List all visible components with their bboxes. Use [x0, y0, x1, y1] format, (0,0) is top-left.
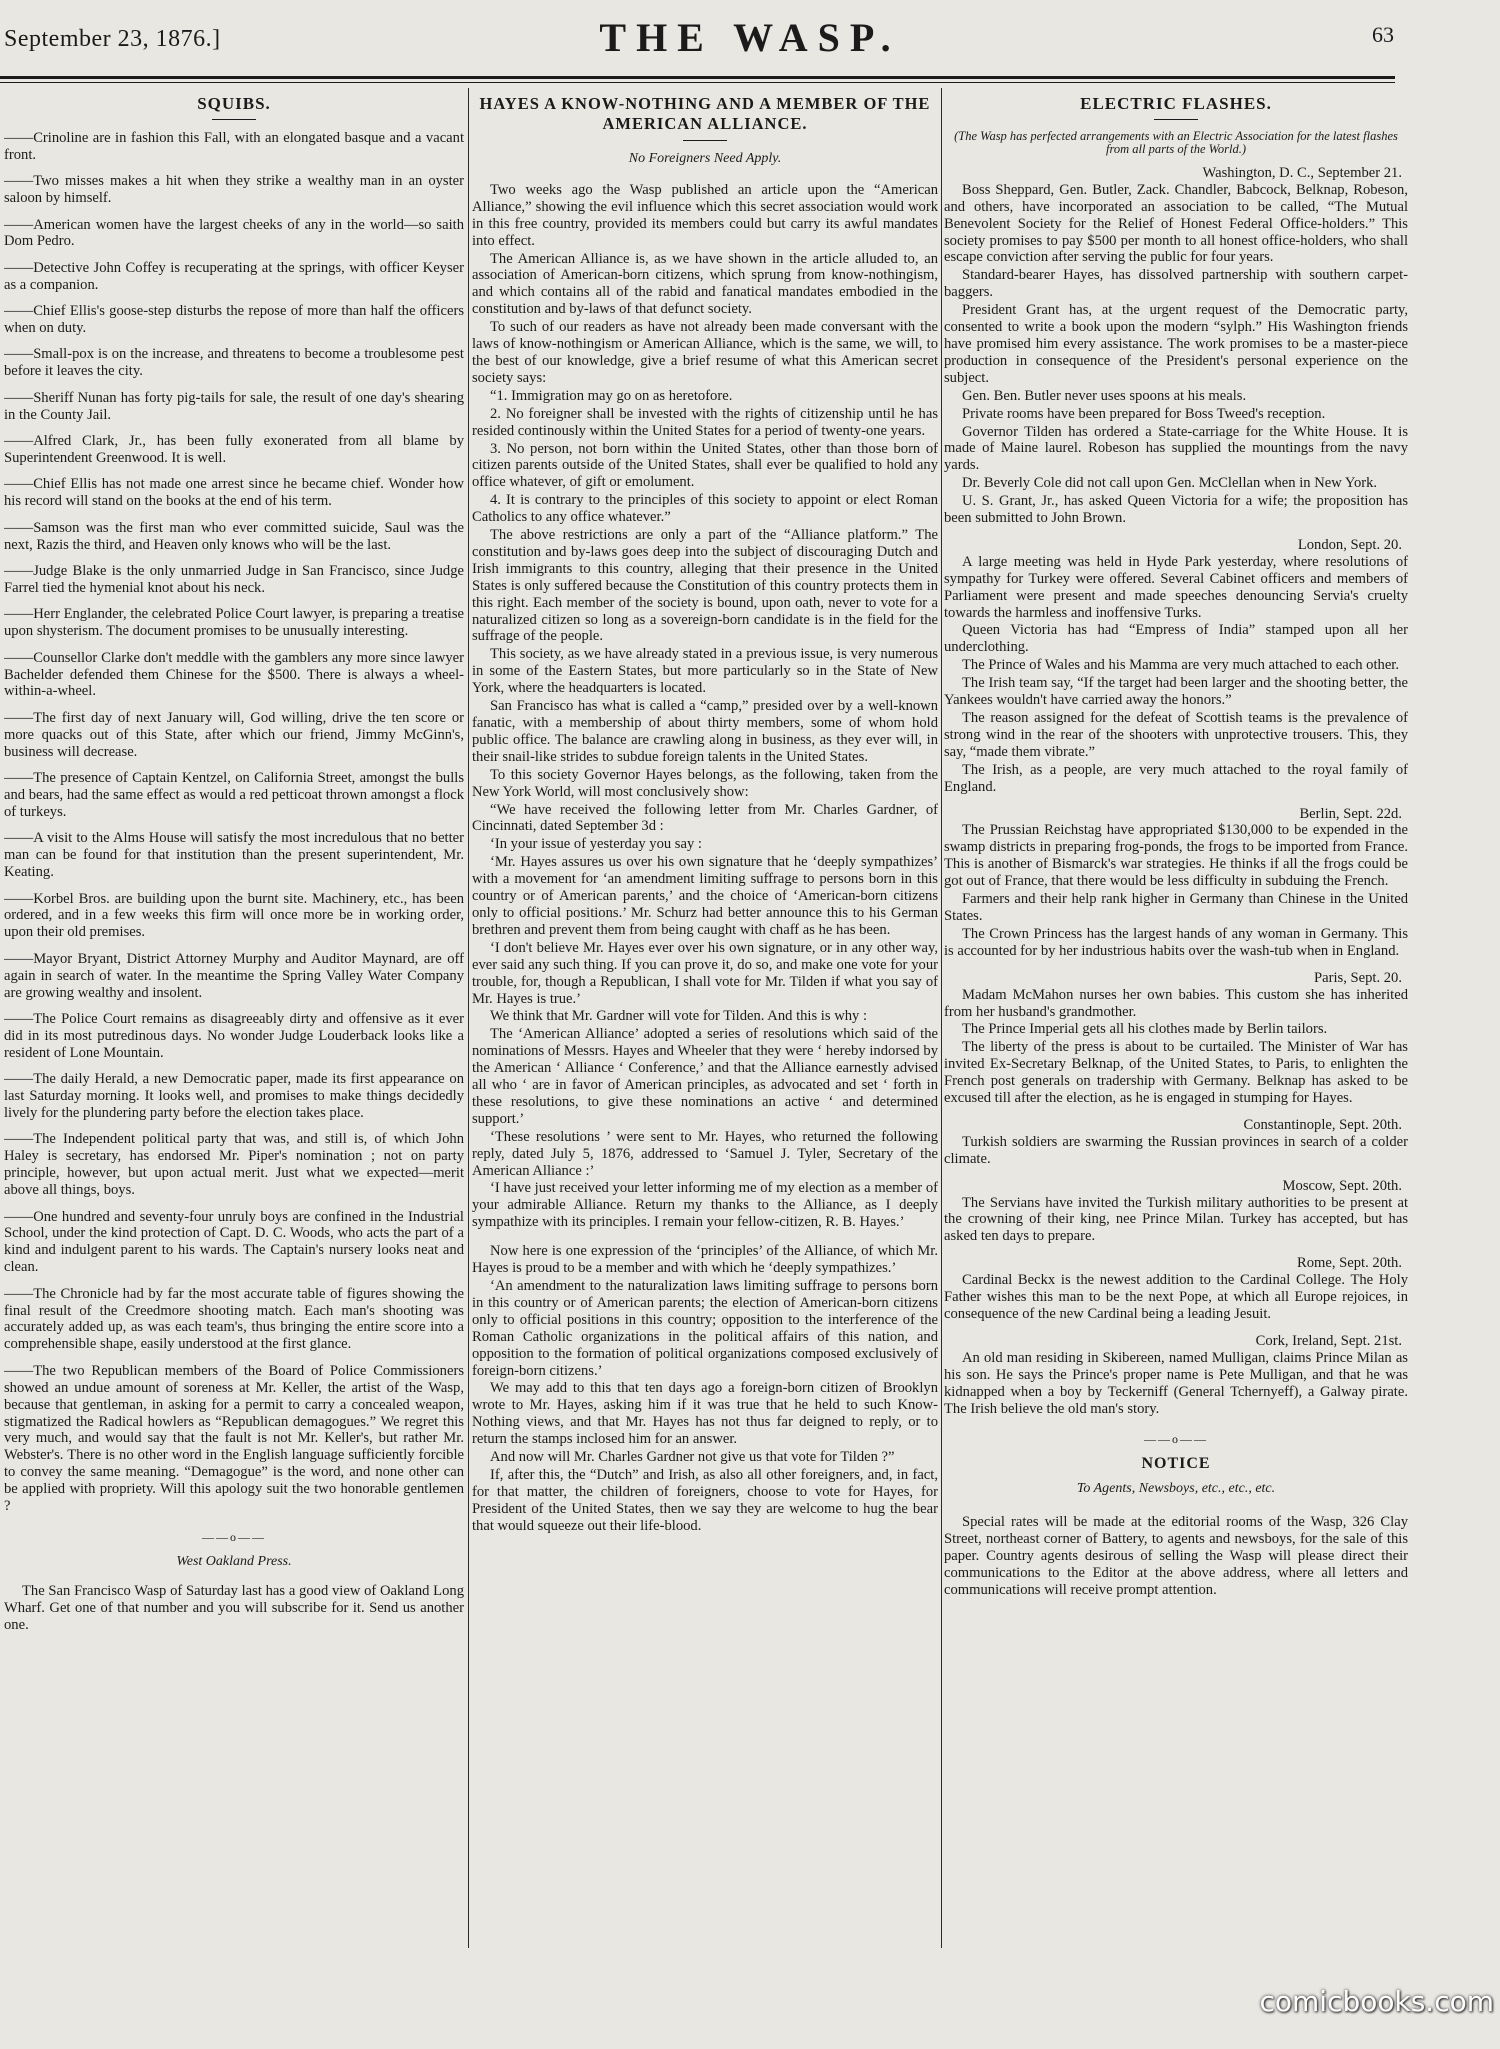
squib-item: ——Chief Ellis's goose-step disturbs the repose of more than half the officers when on duty. — [4, 303, 464, 337]
article-paragraph: San Francisco has what is called a “camp,” presided over by a well-known fanatic, with a membership of about thirty members, some of whom hold public office. The balance are crawling along in business, as they ever will, in their snail-like strides to subdue foreign talents in the United States. — [472, 698, 938, 765]
dispatch-paragraph: Farmers and their help rank higher in Germany than Chinese in the United States. — [944, 891, 1408, 924]
dispatch-paragraph: The Prussian Reichstag have appropriated $130,000 to be expended in the swamp districts in preparing frog-ponds, the frogs to be imported from France. This is another of Bismarck's war strategies. He thinks if all the frogs could be got out of France, that there would be less difficulty in subduing the French. — [944, 822, 1408, 890]
dispatch-paragraph: The Prince Imperial gets all his clothes made by Berlin tailors. — [962, 1021, 1328, 1038]
squib-item: ——Small-pox is on the increase, and threatens to become a troublesome pest before it leaves the city. — [4, 346, 464, 380]
dispatch-paragraph: The Irish team say, “If the target had been larger and the shooting better, the Yankees wouldn't have carried away the honors.” — [944, 675, 1408, 709]
dispatch-paragraph: Governor Tilden has ordered a State-carriage for the White House. It is made of Maine laurel. Robeson has supplied the mountings from the navy yards. — [944, 423, 1408, 474]
hayes-subheading: No Foreigners Need Apply. — [628, 151, 782, 166]
newspaper-title: THE WASP. — [599, 15, 901, 60]
dispatch-dateline: Paris, Sept. 20. — [1314, 969, 1402, 986]
ornament-divider: ——o—— — [1144, 1432, 1208, 1447]
hayes-heading: HAYES A KNOW-NOTHING AND A MEMBER OF THE AMERICAN ALLIANCE. — [479, 94, 931, 133]
squib-item: ——A visit to the Alms House will satisfy the most incredulous that no better man can be found for that institution than the present superintendent, Mr. Keating. — [4, 830, 464, 881]
article-paragraph: ‘Mr. Hayes assures us over his own signature that he ‘deeply sympathizes’ with a movement for ‘an amendment limiting suffrage to persons born in this country or of American parents,’ and the choice of ‘American-born citizens only to official positions.’ Mr. Schurz had better announce this to his German brethren and prevent them from being caught with chaff as he has been. — [472, 854, 938, 938]
squib-item: ——Two misses makes a hit when they strike a wealthy man in an oyster saloon by himself. — [4, 173, 464, 207]
column-squibs — [4, 88, 464, 1958]
dispatch-paragraph: A large meeting was held in Hyde Park yesterday, where resolutions of sympathy for Turkey were offered. Several Cabinet officers and members of Parliament were present and made speeches denouncing Servia's cruelty towards the harmless and inoffensive Turks. — [944, 553, 1408, 621]
dispatch-paragraph: Cardinal Beckx is the newest addition to the Cardinal College. The Holy Father wishes this man to be the next Pope, at which all Europe rejoices, in consequence of the new Cardinal being a leading Jesuit. — [944, 1272, 1408, 1322]
article-paragraph: “We have received the following letter from Mr. Charles Gardner, of Cincinnati, dated September 3d : — [472, 801, 938, 835]
issue-date: September 23, 1876.] — [4, 26, 221, 52]
squib-item: ——The Chronicle had by far the most accurate table of figures showing the final result of the Creedmore shooting match. Each man's shooting was accurately added up, as was each team's, thus bringing the entire score into a comprehensible shape, easily understood at the first glance. — [4, 1285, 464, 1353]
dispatch-dateline: Moscow, Sept. 20th. — [1282, 1177, 1402, 1194]
dispatch-paragraph: The Prince of Wales and his Mamma are very much attached to each other. — [962, 657, 1400, 674]
article-paragraph: 3. No person, not born within the United States, other than those born of citizen parents outside of the United States, shall ever be qualified to hold any office whatever, of gift or emolument. — [472, 440, 938, 491]
notice-subheading: To Agents, Newsboys, etc., etc., etc. — [1076, 1481, 1276, 1497]
dispatch-paragraph: Madam McMahon nurses her own babies. This custom she has inherited from her husband's grandmother. — [944, 986, 1408, 1020]
hayes-body-continued — [472, 1243, 938, 1534]
column-divider — [941, 88, 942, 1948]
article-paragraph: And now will Mr. Charles Gardner not give us that vote for Tilden ?” — [490, 1449, 895, 1466]
ornament-divider: ——o—— — [202, 1529, 266, 1544]
article-paragraph: 2. No foreigner shall be invested with the rights of citizenship until he has resided continously within the United States for a period of twenty-one years. — [472, 405, 938, 439]
dispatch-paragraph: Boss Sheppard, Gen. Butler, Zack. Chandler, Babcock, Belknap, Robeson, and others, have incorporated an association to be called, “The Mutual Benevolent Society for the Relief of Honest Federal Office-holders.” This society promises to pay $500 per month to all honest office-holders, who shall escape conviction after serving the public for four years. — [944, 181, 1408, 266]
page-number: 63 — [1372, 22, 1394, 47]
column-hayes — [472, 88, 938, 1958]
squib-item: ——Sheriff Nunan has forty pig-tails for sale, the result of one day's shearing in the County Jail. — [4, 389, 464, 423]
dispatch-dateline: Washington, D. C., September 21. — [1202, 164, 1402, 181]
article-paragraph: ‘I don't believe Mr. Hayes ever over his own signature, or in any other way, ever said any such thing. If you can prove it, do so, and make one vote for your trouble, for, though a Republican, I shall vote for Mr. Tilden if what you say of Mr. Hayes is true.’ — [472, 939, 938, 1007]
masthead-rule-thick — [0, 76, 1395, 79]
squib-item: ——The presence of Captain Kentzel, on California Street, amongst the bulls and bears, had the same effect as would a red petticoat thrown amongst a flock of turkeys. — [4, 770, 464, 820]
article-paragraph: The American Alliance is, as we have shown in the article alluded to, an association of American-born citizens, which sprung from know-nothingism, and which contains all of the rabid and fanatical mandates embodied in the constitution and by-laws of that defunct society. — [472, 250, 938, 318]
squib-item: ——The Independent political party that was, and still is, of which John Haley is secretary, has endorsed Mr. Piper's nomination ; not on party principle, however, but upon actual merit. Just what we expected—merit above all things, boys. — [4, 1131, 464, 1199]
article-paragraph: To such of our readers as have not already been made conversant with the laws of know-nothingism or American Alliance, which is the same, we will, to the best of our knowledge, give a brief resume of what this American secret society says: — [472, 319, 938, 386]
dispatch-paragraph: Turkish soldiers are swarming the Russian provinces in search of a colder climate. — [944, 1133, 1408, 1167]
column-electric — [944, 88, 1408, 1958]
article-paragraph: ‘An amendment to the naturalization laws limiting suffrage to persons born in this country or of American parents; the election of American-born citizens only to official positions in this country; opposition to the interference of the Roman Catholic organizations in the political affairs of this nation, and opposition to the formation of political organizations composed exclusively of foreign-born citizens.’ — [472, 1278, 938, 1379]
electric-heading: ELECTRIC FLASHES. — [1080, 94, 1272, 113]
dispatch-dateline: Berlin, Sept. 22d. — [1299, 805, 1402, 822]
dispatch-paragraph: Private rooms have been prepared for Boss Tweed's reception. — [962, 405, 1326, 422]
article-paragraph: ‘These resolutions ’ were sent to Mr. Hayes, who returned the following reply, dated July 5, 1876, addressed to ‘Samuel J. Tyler, Secretary of the American Alliance :’ — [472, 1128, 938, 1179]
heading-rule — [212, 119, 256, 120]
dispatch-paragraph: The reason assigned for the defeat of Scottish teams is the prevalence of strong wind in the rear of the shooters with unprotective trousers. This, they say, “made them vibrate.” — [944, 710, 1408, 760]
article-paragraph: ‘In your issue of yesterday you say : — [490, 836, 702, 853]
squib-item: ——Mayor Bryant, District Attorney Murphy and Auditor Maynard, are off again in search of water. In the meantime the Spring Valley Water Company are growing wealthy and insolent. — [4, 950, 464, 1001]
article-paragraph: Two weeks ago the Wasp published an article upon the “American Alliance,” showing the evil influence which this secret association would work in this free country, provided its members could but carry its awful mandates into effect. — [472, 181, 938, 249]
dispatch-paragraph: Queen Victoria has had “Empress of India” stamped upon all her underclothing. — [944, 622, 1408, 656]
article-paragraph: We may add to this that ten days ago a foreign-born citizen of Brooklyn wrote to Mr. Hayes, asking him if it was true that he held to such Know-Nothing views, and that Mr. Hayes has not thus far deigned to reply, or to return the stamps inclosed him for an answer. — [472, 1380, 938, 1448]
dispatch-paragraph: President Grant has, at the urgent request of the Democratic party, consented to write a book upon the modern “sylph.” His Washington friends have promised him every assistance. The work promises to be a master-piece production in consequence of the President's personal experience on the subject. — [944, 302, 1408, 386]
dispatch-dateline: Cork, Ireland, Sept. 21st. — [1255, 1332, 1402, 1349]
article-paragraph: 4. It is contrary to the principles of this society to appoint or elect Roman Catholics to any office whatever.” — [472, 492, 938, 526]
dispatch-paragraph: U. S. Grant, Jr., has asked Queen Victoria for a wife; the proposition has been submitted to John Brown. — [944, 493, 1408, 527]
dispatch-paragraph: Standard-bearer Hayes, has dissolved partnership with southern carpet-baggers. — [944, 267, 1408, 301]
press-subheading: West Oakland Press. — [176, 1553, 292, 1569]
dispatch-paragraph: The Irish, as a people, are very much attached to the royal family of England. — [944, 761, 1408, 795]
dispatch-paragraph: The Servians have invited the Turkish military authorities to be present at the crowning of their king, nee Prince Milan. Turkey has accepted, but has asked ten days to prepare. — [944, 1194, 1408, 1245]
dispatch-paragraph: Gen. Ben. Butler never uses spoons at his meals. — [962, 387, 1247, 404]
dispatch-paragraph: Dr. Beverly Cole did not call upon Gen. McClellan when in New York. — [962, 475, 1378, 492]
dispatch-paragraph: An old man residing in Skibereen, named Mulligan, claims Prince Milan as his son. He says the Prince's proper name is Pete Mulligan, and that he was kidnapped when a boy by Teckerniff (General Tchernyeff), a Galway pirate. The Irish believe the old man's story. — [944, 1349, 1408, 1417]
article-paragraph: The ‘American Alliance’ adopted a series of resolutions which said of the nominations of Messrs. Hayes and Wheeler that they were ‘ hereby indorsed by the American ‘ Alliance ‘ Conference,’ and that the Alliance earnestly advised all who ‘ are in favor of American principles, as advocated and set ‘ forth in these resolutions, to give these nominations an active ‘ and determined support.’ — [472, 1026, 938, 1127]
dispatch-dateline: Rome, Sept. 20th. — [1297, 1255, 1402, 1272]
heading-rule — [1154, 119, 1198, 120]
column-divider — [468, 88, 469, 1948]
squib-item: ——The first day of next January will, God willing, drive the ten score or more quacks out of this State, after which our friend, Jimmy McGinn's, business will decrease. — [4, 709, 464, 760]
article-paragraph: “1. Immigration may go on as heretofore. — [490, 387, 733, 404]
squib-item: ——The daily Herald, a new Democratic paper, made its first appearance on last Saturday morning. It looks well, and promises to make things decidedly lively for the plundering party before the election takes place. — [4, 1071, 464, 1121]
dispatch-paragraph: The Crown Princess has the largest hands of any woman in Germany. This is accounted for by her industrious habits over the wash-tub when in England. — [944, 925, 1408, 959]
hayes-body — [472, 182, 938, 1231]
press-text: The San Francisco Wasp of Saturday last has a good view of Oakland Long Wharf. Get one of that number and you will subscribe for it. Send us another one. — [4, 1582, 464, 1633]
notice-text: Special rates will be made at the editorial rooms of the Wasp, 326 Clay Street, northeast corner of Battery, to agents and newsboys, for the sale of this paper. Country agents desirous of selling the Wasp will please direct their communications to the Editor at the above address, where all letters and communications will receive prompt attention. — [944, 1514, 1408, 1598]
dispatch-dateline: London, Sept. 20. — [1297, 536, 1402, 553]
squib-item: ——The two Republican members of the Board of Police Commissioners showed an undue amount of soreness at Mr. Keller, the artist of the Wasp, because that gentleman, in asking for a permit to carry a concealed weapon, stigmatized the Radical howlers as “Republican demagogues.” We regret this very much, and would say that the fault is not Mr. Keller's, but rather Mr. Webster's. There is no other word in the English language sufficiently forcible to convey the same meaning. “Demagogue” is the word, and none other can be applied with propriety. Will this apology suit the two honorable gentlemen ? — [4, 1362, 464, 1515]
squib-item: ——One hundred and seventy-four unruly boys are confined in the Industrial School, under the kind protection of Capt. D. C. Woods, who acts the part of a kind and indulgent parent to his wards. The Captain's nursery looks neat and clean. — [4, 1208, 464, 1276]
article-paragraph: Now here is one expression of the ‘principles’ of the Alliance, of which Mr. Hayes is proud to be a member and with which he ‘deeply sympathizes.’ — [472, 1243, 938, 1277]
squib-list — [4, 130, 464, 1515]
squib-item: ——Detective John Coffey is recuperating at the springs, with officer Keyser as a companion. — [4, 259, 464, 293]
article-paragraph: The above restrictions are only a part of the “Alliance platform.” The constitution and by-laws goes deep into the subject of discouraging Dutch and Irish immigrants to this country, alleging that their presence in the United States is only suffered because the Constitution of this country protects them in this right. Each member of the society is bound, upon oath, never to vote for a naturalized citizen so long as a sovereign-born candidate is in the field for the suffrage of the people. — [472, 527, 938, 645]
squib-item: ——Judge Blake is the only unmarried Judge in San Francisco, since Judge Farrel tied the hymenial knot about his neck. — [4, 563, 464, 596]
article-paragraph: This society, as we have already stated in a previous issue, is very numerous in some of the Eastern States, but more particularly so in the State of New York, where the headquarters is located. — [472, 646, 938, 697]
site-watermark: comicbooks.com — [1259, 1985, 1494, 2018]
masthead-rule-thin — [0, 82, 1395, 83]
article-paragraph: We think that Mr. Gardner will vote for Tilden. And this is why : — [490, 1008, 868, 1025]
squib-item: ——Samson was the first man who ever committed suicide, Saul was the next, Razis the third, and Heaven only knows who will be the last. — [4, 519, 464, 553]
squib-item: ——Counsellor Clarke don't meddle with the gamblers any more since lawyer Bachelder defended them Chinese for the $500. There is always a wheel-within-a-wheel. — [4, 649, 464, 700]
heading-rule — [683, 140, 727, 141]
electric-body — [944, 165, 1408, 1418]
squib-item: ——Alfred Clark, Jr., has been fully exonerated from all blame by Superintendent Greenwood. It is well. — [4, 433, 464, 466]
notice-heading: NOTICE — [1141, 1455, 1211, 1473]
squib-item: ——American women have the largest cheeks of any in the world—so saith Dom Pedro. — [4, 216, 464, 250]
article-paragraph: ‘I have just received your letter informing me of my election as a member of your admirable Alliance. Return my thanks to the Alliance, as I deeply sympathize with its principles. I remain your fellow-citizen, R. B. Hayes.’ — [472, 1180, 938, 1231]
squibs-heading: SQUIBS. — [197, 94, 271, 113]
squib-item: ——Korbel Bros. are building upon the burnt site. Machinery, etc., has been ordered, and in a few weeks this firm will once more be in working order, upon their old premises. — [4, 890, 464, 941]
dispatch-dateline: Constantinople, Sept. 20th. — [1243, 1116, 1402, 1133]
squib-item: ——The Police Court remains as disagreeably dirty and offensive as it ever did in its most putredinous days. No wonder Judge Louderback looks like a resident of Lone Mountain. — [4, 1010, 464, 1061]
article-paragraph: To this society Governor Hayes belongs, as the following, taken from the New York World, will most conclusively show: — [472, 766, 938, 800]
squib-item: ——Chief Ellis has not made one arrest since he became chief. Wonder how his record will stand on the books at the end of his term. — [4, 476, 464, 510]
dispatch-paragraph: The liberty of the press is about to be curtailed. The Minister of War has invited Ex-Secretary Belknap, of the United States, to Paris, to enlighten the French post generals on tradership with Germany. Belknap has asked to be excused till after the election, as he is engaged in stumping for Hayes. — [944, 1039, 1408, 1107]
squib-item: ——Crinoline are in fashion this Fall, with an elongated basque and a vacant front. — [4, 129, 464, 163]
squib-item: ——Herr Englander, the celebrated Police Court lawyer, is preparing a treatise upon shysterism. The document promises to be unusually interesting. — [4, 606, 464, 640]
article-paragraph: If, after this, the “Dutch” and Irish, as also all other foreigners, and, in fact, for that matter, the children of foreigners, choose to vote for Hayes, for President of the United States, then we say they are welcome to hug the bear that would squeeze out their life-blood. — [472, 1466, 938, 1534]
electric-subheading: (The Wasp has perfected arrangements with an Electric Association for the latest flashes from all parts of the World.) — [954, 128, 1398, 157]
